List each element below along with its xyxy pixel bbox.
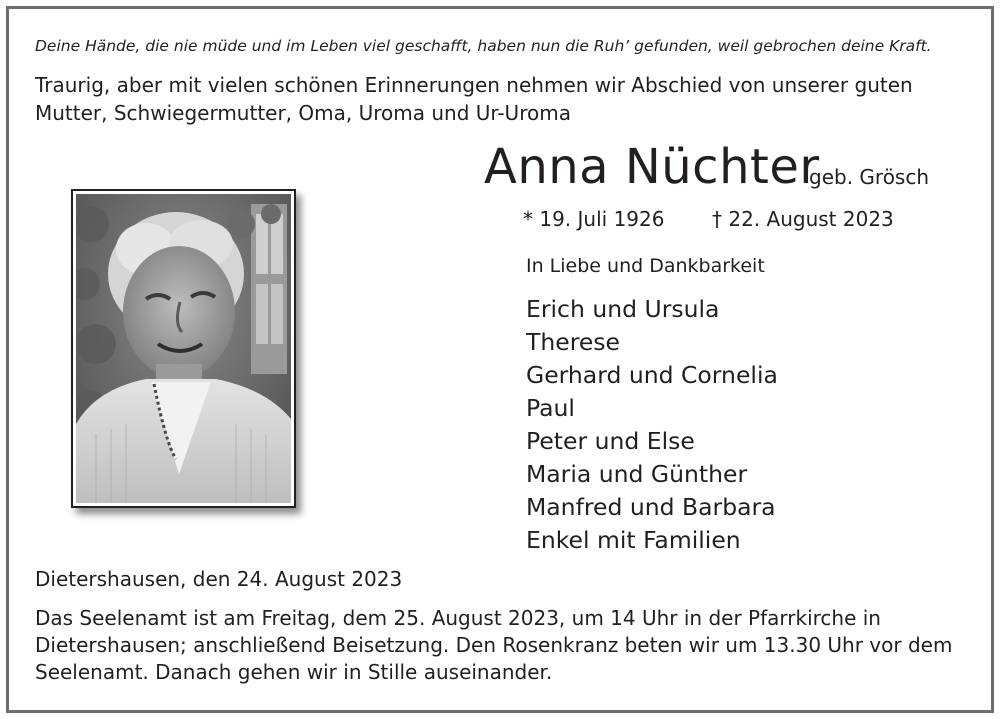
portrait-photo <box>76 194 291 503</box>
intro-text: Traurig, aber mit vielen schönen Erinnerungen nehmen wir Abschied von unserer guten Mutter, Schwiegermutter, Oma, Uroma und Ur-Uroma <box>35 73 913 125</box>
service-information: Das Seelenamt ist am Freitag, dem 25. August 2023, um 14 Uhr in der Pfarrkirche in Dietershausen; anschließend Beisetzung. Den Rosenkranz beten wir um 13.30 Uhr vor dem Seelenamt. Danach gehen wir in Stille auseinander. <box>35 606 953 684</box>
mourner-item: Therese <box>526 328 621 356</box>
mourner-item: Peter und Else <box>526 427 695 455</box>
deceased-name: Anna Nüchter <box>484 139 820 195</box>
mourner-item: Enkel mit Familien <box>526 526 741 554</box>
maiden-name: geb. Grösch <box>809 165 930 189</box>
birth-date: * 19. Juli 1926 <box>523 207 665 231</box>
portrait-photo-frame <box>71 189 296 508</box>
obituary-frame <box>6 6 994 713</box>
mourners-list <box>526 293 778 557</box>
mourner-item: Maria und Günther <box>526 460 748 488</box>
mourner-item: Paul <box>526 394 575 422</box>
mourner-item: Erich und Ursula <box>526 295 720 323</box>
dedication-line: In Liebe und Dankbarkeit <box>526 255 765 277</box>
mourner-item: Gerhard und Cornelia <box>526 361 778 389</box>
place-and-date: Dietershausen, den 24. August 2023 <box>35 567 403 591</box>
mourner-item: Manfred und Barbara <box>526 493 776 521</box>
motto-verse: Deine Hände, die nie müde und im Leben viel geschafft, haben nun die Ruh’ gefunden, weil gebrochen deine Kraft. <box>35 37 932 55</box>
death-date: † 22. August 2023 <box>712 207 894 231</box>
